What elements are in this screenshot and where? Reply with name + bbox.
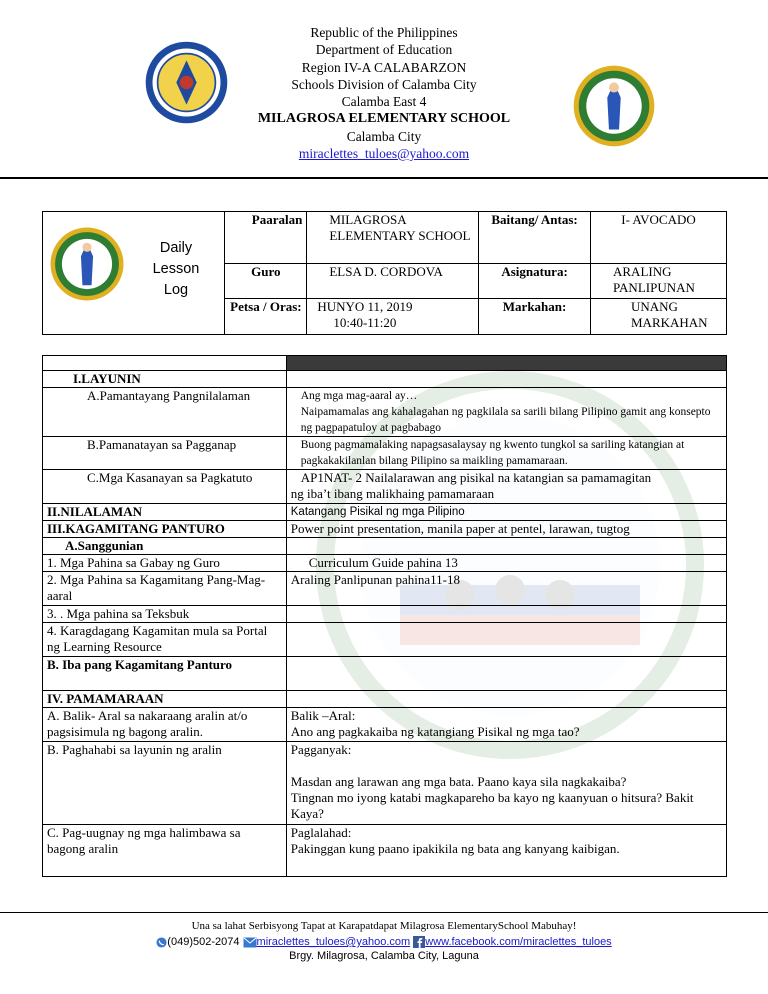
- pamamaraan-label: IV. PAMAMARAAN: [43, 691, 287, 708]
- paghahabi-value-3: Tingnan mo iyong katabi magkapareho ba kayo ng kaanyuan o hitsura? Bakit Kaya?: [290, 790, 694, 821]
- dll-title-line: Daily: [159, 240, 193, 256]
- teksbuk-blank: [286, 606, 726, 623]
- dll-title: [133, 238, 219, 301]
- nilalaman-value: Katangang Pisikal ng mga Pilipino: [286, 504, 726, 521]
- lesson-table: [42, 355, 727, 877]
- division-line: Schools Division of Calamba City: [291, 76, 477, 92]
- dll-title-line: Lesson: [152, 261, 200, 277]
- portal-label: 4. Karagdagang Kagamitan mula sa Portal ng Learning Resource: [43, 623, 287, 657]
- kasanayan-cell: [286, 470, 726, 504]
- pamantayang-label: A.Pamantayang Pangnilalaman: [43, 388, 287, 437]
- iba-label: B. Iba pang Kagamitang Panturo: [43, 657, 287, 691]
- school-label: Paaralan: [225, 212, 307, 264]
- school-name: MILAGROSA ELEMENTARY SCHOOL: [257, 111, 511, 127]
- gabay-label: 1. Mga Pahina sa Gabay ng Guro: [43, 555, 287, 572]
- balik-label: A. Balik- Aral sa nakaraang aralin at/o pagsisimula ng bagong aralin.: [43, 708, 287, 742]
- balik-cell: [286, 708, 726, 742]
- footer-phone: (049)502-2074: [167, 936, 240, 948]
- pamantayang-intro: Ang mga mag-aaral ay…: [300, 390, 418, 402]
- district-line: Calamba East 4: [341, 94, 427, 110]
- header-email-link[interactable]: miraclettes_tuloes@yahoo.com: [298, 146, 470, 162]
- sanggunian-label: A.Sanggunian: [43, 538, 287, 555]
- phone-icon: [156, 937, 167, 948]
- layunin-blank: [286, 371, 726, 388]
- footer-email-link[interactable]: miraclettes_tuloes@yahoo.com: [256, 936, 411, 948]
- header-divider: [0, 177, 768, 179]
- date-value: HUNYO 11, 2019: [317, 299, 413, 314]
- pamamaraan-blank: [286, 691, 726, 708]
- email-icon: [243, 937, 257, 948]
- subject-value: ARALING PANLIPUNAN: [591, 264, 727, 299]
- balik-value-2: Ano ang pagkakaiba ng katangiang Pisikal ng mga tao?: [290, 724, 580, 739]
- school-value: MILAGROSA ELEMENTARY SCHOOL: [307, 212, 479, 264]
- header-cell-blank: [43, 356, 287, 371]
- time-value: 10:40-11:20: [333, 315, 397, 330]
- kasanayan-value-2: ng iba’t ibang malikhaing pamamaraan: [290, 486, 495, 501]
- kagamitan-value: Power point presentation, manila paper at pentel, larawan, tugtog: [286, 521, 726, 538]
- teacher-label: Guro: [225, 264, 307, 299]
- pagganap-label: B.Pamanatayan sa Pagganap: [43, 437, 287, 470]
- paghahabi-value-1: Pagganyak:: [290, 742, 352, 757]
- footer-facebook-link[interactable]: www.facebook.com/miraclettes_tuloes: [425, 936, 612, 948]
- republic-line: Republic of the Philippines: [310, 25, 458, 40]
- kasanayan-label: C.Mga Kasanayan sa Pagkatuto: [43, 470, 287, 504]
- pag-uugnay-value-2: Pakinggan kung paano ipakikila ng bata ang kanyang kaibigan.: [290, 841, 620, 856]
- pamantayang-value: Naipamamalas ang kahalagahan ng pagkilala sa sarili bilang Pilipino gamit ang konsepto ng pagpapatuloy at pagbabago: [300, 406, 711, 434]
- subject-label: Asignatura:: [479, 264, 591, 299]
- school-seal-icon: [572, 64, 656, 148]
- school-seal-icon: [49, 226, 125, 302]
- region-line: Region IV-A CALABARZON: [301, 59, 467, 75]
- header-cell-dark: [286, 356, 726, 371]
- footer-motto: Una sa lahat Serbisyong Tapat at Karapatdapat Milagrosa ElementarySchool Mabuhay!: [191, 920, 577, 932]
- grade-value: I- AVOCADO: [591, 212, 727, 264]
- quarter-value: UNANG MARKAHAN: [591, 299, 727, 335]
- pag-uugnay-label: C. Pag-uugnay ng mga halimbawa sa bagong aralin: [43, 825, 287, 877]
- dll-info-table: [42, 211, 727, 335]
- pagganap-value: Buong pagmamalaking napagsasalaysay ng kwento tungkol sa sariling katangian at pagkakakilanlan bilang Pilipino sa maikling pamamaraan.: [286, 437, 726, 470]
- kagamitang-pahina-label: 2. Mga Pahina sa Kagamitang Pang-Mag-aaral: [43, 572, 287, 606]
- paghahabi-label: B. Paghahabi sa layunin ng aralin: [43, 742, 287, 825]
- kasanayan-value-1: AP1NAT- 2 Nailalarawan ang pisikal na katangian sa pamamagitan: [300, 470, 652, 485]
- teksbuk-label: 3. . Mga pahina sa Teksbuk: [43, 606, 287, 623]
- quarter-label: Markahan:: [479, 299, 591, 335]
- date-time-cell: [307, 299, 479, 335]
- footer-contacts: [0, 936, 768, 948]
- layunin-heading: I.LAYUNIN: [43, 371, 287, 388]
- iba-blank: [286, 657, 726, 691]
- teacher-value: ELSA D. CORDOVA: [307, 264, 479, 299]
- footer-address: Brgy. Milagrosa, Calamba City, Laguna: [289, 950, 479, 962]
- footer-divider: [0, 912, 768, 913]
- kagamitan-label: III.KAGAMITANG PANTURO: [43, 521, 287, 538]
- department-line: Department of Education: [315, 42, 453, 58]
- portal-blank: [286, 623, 726, 657]
- pamantayang-cell: [286, 388, 726, 437]
- paghahabi-value-2: Masdan ang larawan ang mga bata. Paano kaya sila nagkakaiba?: [290, 774, 627, 789]
- nilalaman-label: II.NILALAMAN: [43, 504, 287, 521]
- gabay-value: Curriculum Guide pahina 13: [286, 555, 726, 572]
- pag-uugnay-value-1: Paglalahad:: [290, 825, 352, 840]
- dll-title-line: Log: [163, 282, 189, 298]
- pag-uugnay-cell: [286, 825, 726, 877]
- letterhead: [200, 24, 568, 162]
- paghahabi-cell: [286, 742, 726, 825]
- sanggunian-blank: [286, 538, 726, 555]
- city-line: Calamba City: [346, 128, 422, 144]
- balik-value-1: Balik –Aral:: [290, 708, 356, 723]
- facebook-icon: [413, 936, 425, 948]
- grade-label: Baitang/ Antas:: [479, 212, 591, 264]
- kagamitang-pahina-value: Araling Panlipunan pahina11-18: [286, 572, 726, 606]
- date-label: Petsa / Oras:: [225, 299, 307, 335]
